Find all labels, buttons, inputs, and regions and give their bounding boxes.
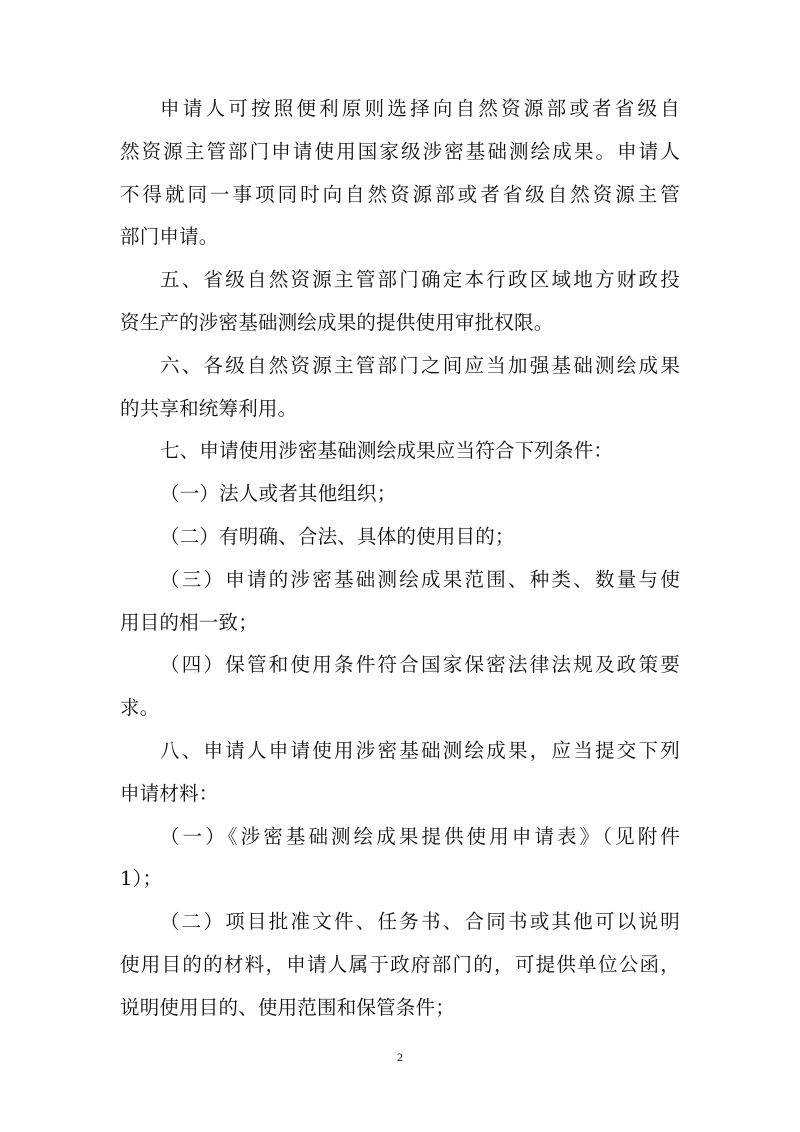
paragraph-line: 七、申请使用涉密基础测绘成果应当符合下列条件：	[160, 439, 614, 463]
paragraph-line: 申请材料：	[120, 781, 219, 805]
paragraph-line: 资生产的涉密基础测绘成果的提供使用审批权限。	[120, 310, 554, 334]
paragraph-line: 六、各级自然资源主管部门之间应当加强基础测绘成果	[160, 353, 680, 377]
paragraph-line: （三）申请的涉密基础测绘成果范围、种类、数量与使	[160, 567, 680, 591]
paragraph-line: 五、省级自然资源主管部门确定本行政区域地方财政投	[160, 268, 680, 292]
paragraph-line: 不得就同一事项同时向自然资源部或者省级自然资源主管	[120, 182, 680, 206]
paragraph-line: 求。	[120, 696, 160, 720]
paragraph-line: （四）保管和使用条件符合国家保密法律法规及政策要	[160, 653, 680, 677]
paragraph-line: 用目的相一致；	[120, 610, 258, 634]
paragraph-line: （二）项目批准文件、任务书、合同书或其他可以说明	[160, 910, 680, 934]
paragraph-line: （一）法人或者其他组织；	[160, 482, 397, 506]
paragraph-line: 的共享和统筹利用。	[120, 396, 298, 420]
paragraph-line: （二）有明确、合法、具体的使用目的；	[160, 524, 515, 548]
page-number: 2	[397, 1050, 403, 1064]
paragraph-line: 部门申请。	[120, 225, 219, 249]
paragraph-line: （一）《涉密基础测绘成果提供使用申请表》（见附件	[160, 824, 680, 848]
paragraph-line: 说明使用目的、使用范围和保管条件；	[120, 995, 455, 1019]
paragraph-line: 使用目的的材料，申请人属于政府部门的，可提供单位公函，	[120, 952, 680, 976]
document-body	[120, 88, 680, 1030]
paragraph-line: 1）；	[120, 867, 163, 891]
paragraph-line: 八、申请人申请使用涉密基础测绘成果，应当提交下列	[160, 738, 680, 762]
paragraph-line: 然资源主管部门申请使用国家级涉密基础测绘成果。申请人	[120, 139, 680, 163]
paragraph-line: 申请人可按照便利原则选择向自然资源部或者省级自	[160, 97, 680, 120]
